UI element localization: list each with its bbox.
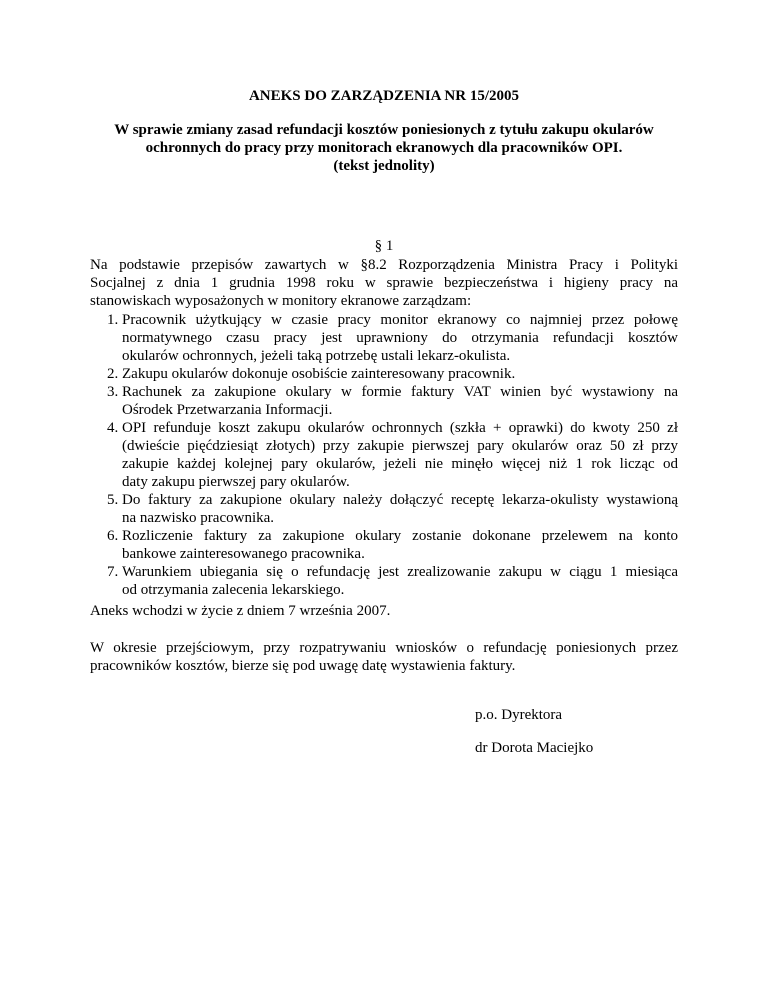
list-item-line: bankowe zainteresowanego pracownika. [122, 546, 365, 562]
list-item-number: 6. [107, 528, 119, 544]
list-item-line: okularów ochronnych, jeżeli taką potrzebę ustali lekarz-okulista. [122, 348, 511, 364]
list-item [90, 383, 678, 419]
list-item [90, 527, 678, 563]
list-item-line: Warunkiem ubiegania się o refundację jest zrealizowanie zakupu w ciągu 1 miesiąca [122, 564, 678, 580]
list-item-line: Ośrodek Przetwarzania Informacji. [122, 402, 333, 418]
subtitle-line: (tekst jednolity) [333, 158, 435, 174]
list-item-line: normatywnego czasu pracy jest uprawniony do otrzymania refundacji kosztów [122, 330, 678, 346]
list-item-number: 1. [107, 312, 119, 328]
list-item-line: Do faktury za zakupione okulary należy dołączyć receptę lekarza-okulisty wystawioną [122, 492, 678, 508]
list-item-line: od otrzymania zalecenia lekarskiego. [122, 582, 345, 598]
subtitle-line: W sprawie zmiany zasad refundacji kosztów poniesionych z tytułu zakupu okularów [114, 122, 654, 138]
transitional-line: pracowników kosztów, bierze się pod uwagę datę wystawienia faktury. [90, 658, 516, 674]
list-item [90, 311, 678, 365]
effective-date-paragraph: Aneks wchodzi w życie z dniem 7 września 2007. [90, 603, 391, 619]
intro-line: Na podstawie przepisów zawartych w §8.2 Rozporządzenia Ministra Pracy i Polityki [90, 257, 678, 273]
list-item-number: 3. [107, 384, 119, 400]
list-item-line: OPI refunduje koszt zakupu okularów ochronnych (szkła + oprawki) do kwoty 250 zł [122, 420, 678, 436]
list-item-line: zakupie każdej kolejnej pary okularów, jeżeli nie minęło więcej niż 1 rok licząc od [122, 456, 678, 472]
list-item-line: na nazwisko pracownika. [122, 510, 275, 526]
list-item-line: daty zakupu pierwszej pary okularów. [122, 474, 350, 490]
list-item-number: 4. [107, 420, 119, 436]
document-subtitle [90, 121, 678, 175]
list-item-line: Rozliczenie faktury za zakupione okulary zostanie dokonane przelewem na konto [122, 528, 678, 544]
list-item [90, 491, 678, 527]
transitional-line: W okresie przejściowym, przy rozpatrywaniu wniosków o refundację poniesionych przez [90, 640, 678, 656]
list-item-line: Rachunek za zakupione okulary w formie faktury VAT winien być wystawiony na [122, 384, 678, 400]
provisions-list [90, 311, 678, 599]
list-item-line: Zakupu okularów dokonuje osobiście zainteresowany pracownik. [122, 366, 516, 382]
intro-paragraph [90, 256, 678, 310]
transitional-paragraph [90, 639, 678, 675]
list-item-number: 2. [107, 366, 119, 382]
subtitle-line: ochronnych do pracy przy monitorach ekranowych dla pracowników OPI. [145, 140, 623, 156]
intro-line: stanowiskach wyposażonych w monitory ekranowe zarządzam: [90, 293, 472, 309]
document-title: ANEKS DO ZARZĄDZENIA NR 15/2005 [248, 88, 520, 104]
list-item [90, 365, 678, 383]
section-heading: § 1 [374, 238, 394, 254]
signature-role: p.o. Dyrektora [475, 707, 563, 723]
intro-line: Socjalnej z dnia 1 grudnia 1998 roku w sprawie bezpieczeństwa i higieny pracy na [90, 275, 678, 291]
list-item [90, 563, 678, 599]
list-item-number: 5. [107, 492, 119, 508]
list-item [90, 419, 678, 491]
signature-name: dr Dorota Maciejko [475, 740, 594, 756]
list-item-number: 7. [107, 564, 119, 580]
list-item-line: Pracownik użytkujący w czasie pracy monitor ekranowy co najmniej przez połowę [122, 312, 678, 328]
list-item-line: (dwieście pięćdziesiąt złotych) przy zakupie pierwszej pary okularów oraz 50 zł przy [122, 438, 678, 454]
